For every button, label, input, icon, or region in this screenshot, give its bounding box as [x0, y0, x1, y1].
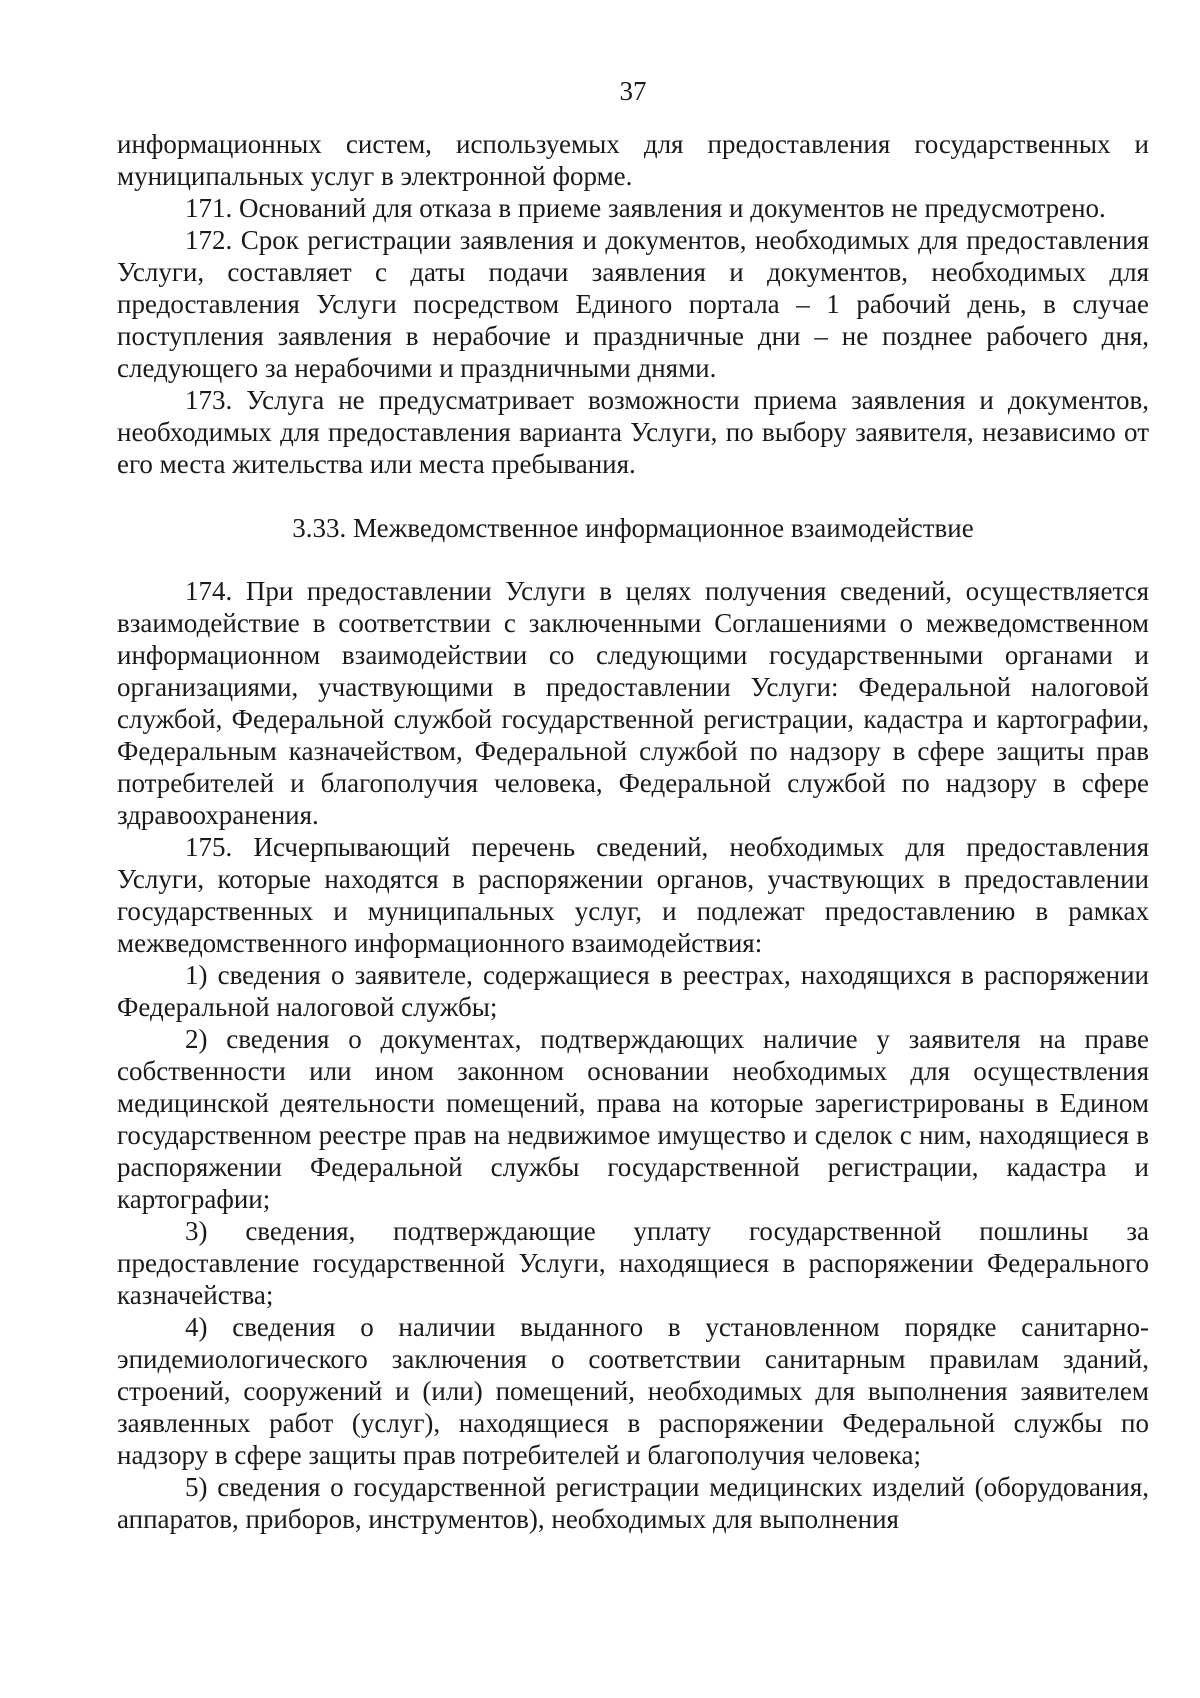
paragraph-171: 171. Оснований для отказа в приеме заявления и документов не предусмотрено. [185, 193, 1106, 223]
list-item-2: 2) сведения о документах, подтверждающих наличие у заявителя на праве собственности или ином законном основании необходимых для осуществления медицинской деятельности помещений, права на которые зарегистрированы в Едином государственном реестре прав на недвижимое имущество и сделок с ним, находящиеся в распоряжении Федеральной службы государственной регистрации, кадастра и картографии; [117, 1024, 1149, 1214]
list-item-1: 1) сведения о заявителе, содержащиеся в реестрах, находящихся в распоряжении Федеральной налоговой службы; [117, 960, 1149, 1022]
paragraph-174: 174. При предоставлении Услуги в целях получения сведений, осуществляется взаимодействие в соответствии с заключенными Соглашениями о межведомственном информационном взаимодействии со следующими государственными органами и организациями, участвующими в предоставлении Услуги: Федеральной налоговой службой, Федеральной службой государственной регистрации, кадастра и картографии, Федеральным казначейством, Федеральной службой по надзору в сфере защиты прав потребителей и благополучия человека, Федеральной службой по надзору в сфере здравоохранения. [117, 576, 1149, 830]
list-item-4: 4) сведения о наличии выданного в установленном порядке санитарно-эпидемиологического заключения о соответствии санитарным правилам зданий, строений, сооружений и (или) помещений, необходимых для выполнения заявителем заявленных работ (услуг), находящиеся в распоряжении Федеральной службы по надзору в сфере защиты прав потребителей и благополучия человека; [117, 1312, 1149, 1470]
document-page [117, 0, 1149, 1698]
list-item-5: 5) сведения о государственной регистрации медицинских изделий (оборудования, аппаратов, приборов, инструментов), необходимых для выполнения [117, 1472, 1149, 1534]
document-body [117, 128, 1149, 1535]
section-heading: 3.33. Межведомственное информационное взаимодействие [292, 513, 974, 543]
paragraph-175: 175. Исчерпывающий перечень сведений, необходимых для предоставления Услуги, которые находятся в распоряжении органов, участвующих в предоставлении государственных и муниципальных услуг, и подлежат предоставлению в рамках межведомственного информационного взаимодействия: [117, 832, 1149, 958]
paragraph-continuation: информационных систем, используемых для предоставления государственных и муниципальных услуг в электронной форме. [117, 129, 1149, 191]
page-number: 37 [619, 76, 647, 106]
paragraph-173: 173. Услуга не предусматривает возможности приема заявления и документов, необходимых для предоставления варианта Услуги, по выбору заявителя, независимо от его места жительства или места пребывания. [117, 385, 1149, 479]
list-item-3: 3) сведения, подтверждающие уплату государственной пошлины за предоставление государственной Услуги, находящиеся в распоряжении Федерального казначейства; [117, 1216, 1149, 1310]
paragraph-172: 172. Срок регистрации заявления и документов, необходимых для предоставления Услуги, составляет с даты подачи заявления и документов, необходимых для предоставления Услуги посредством Единого портала – 1 рабочий день, в случае поступления заявления в нерабочие и праздничные дни – не позднее рабочего дня, следующего за нерабочими и праздничными днями. [117, 225, 1149, 383]
